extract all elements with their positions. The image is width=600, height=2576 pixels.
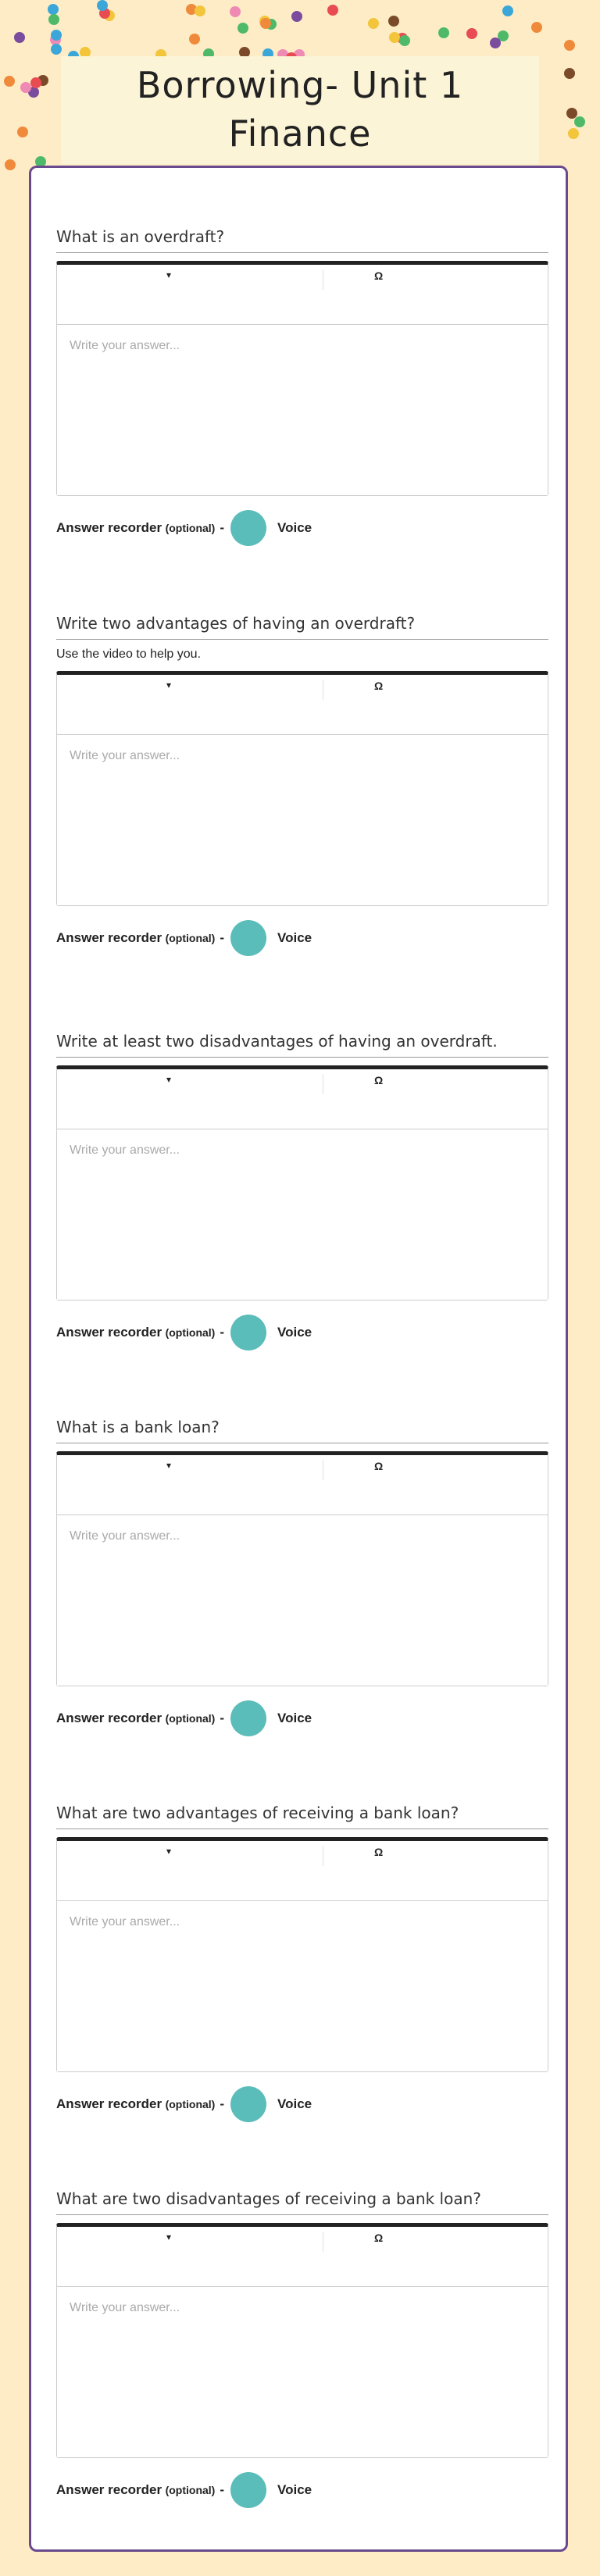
confetti-dot — [564, 68, 575, 79]
voice-record-button[interactable] — [230, 2086, 266, 2122]
editor-toolbar — [57, 2227, 548, 2287]
recorder-dash: - — [220, 2096, 225, 2111]
confetti-dot — [389, 32, 400, 43]
confetti-dot — [388, 16, 399, 27]
editor-toolbar — [57, 1069, 548, 1129]
confetti-dot — [5, 159, 16, 170]
recorder-optional-label: (optional) — [165, 932, 216, 944]
recorder-optional-label: (optional) — [165, 1326, 216, 1339]
confetti-dot — [48, 4, 59, 15]
confetti-dot — [4, 76, 15, 87]
answer-editor — [56, 1065, 548, 1300]
recorder-dash: - — [220, 1325, 225, 1340]
confetti-dot — [260, 18, 271, 29]
voice-label: Voice — [277, 1711, 312, 1725]
answer-editor — [56, 2223, 548, 2458]
format-dropdown-icon[interactable]: ▾ — [166, 2232, 172, 2242]
answer-editor — [56, 1837, 548, 2072]
voice-label: Voice — [277, 2482, 312, 2497]
recorder-optional-label: (optional) — [165, 522, 216, 534]
question-1 — [56, 226, 548, 546]
confetti-dot — [574, 116, 585, 127]
recorder-dash: - — [220, 1711, 225, 1725]
format-dropdown-icon[interactable]: ▾ — [166, 1074, 172, 1085]
confetti-dot — [291, 11, 302, 22]
voice-record-button[interactable] — [230, 510, 266, 546]
question-text: What are two advantages of receiving a bank loan? — [56, 1802, 548, 1829]
recorder-dash: - — [220, 520, 225, 535]
recorder-label: Answer recorder — [56, 1711, 162, 1725]
recorder-optional-label: (optional) — [165, 2484, 216, 2496]
question-5 — [56, 1802, 548, 2122]
answer-input[interactable] — [57, 1515, 548, 1686]
voice-label: Voice — [277, 1325, 312, 1340]
confetti-dot — [51, 30, 62, 41]
recorder-dash: - — [220, 2482, 225, 2497]
editor-toolbar — [57, 675, 548, 735]
answer-input[interactable] — [57, 2287, 548, 2457]
recorder-label: Answer recorder — [56, 930, 162, 945]
editor-toolbar — [57, 1455, 548, 1515]
question-text: Write two advantages of having an overdraft? — [56, 612, 548, 640]
editor-toolbar — [57, 1841, 548, 1901]
special-characters-icon[interactable]: Ω — [374, 1074, 384, 1086]
question-6 — [56, 2188, 548, 2508]
recorder-dash: - — [220, 930, 225, 945]
format-dropdown-icon[interactable]: ▾ — [166, 680, 172, 690]
confetti-dot — [502, 5, 513, 16]
format-dropdown-icon[interactable]: ▾ — [166, 1846, 172, 1857]
confetti-dot — [195, 5, 205, 16]
confetti-dot — [238, 23, 248, 34]
confetti-dot — [14, 32, 25, 43]
answer-editor — [56, 1451, 548, 1686]
question-text: What is a bank loan? — [56, 1416, 548, 1443]
recorder-optional-label: (optional) — [165, 2098, 216, 2110]
voice-record-button[interactable] — [230, 1315, 266, 1350]
special-characters-icon[interactable]: Ω — [374, 1460, 384, 1472]
answer-input[interactable] — [57, 325, 548, 495]
answer-recorder — [56, 2086, 548, 2122]
special-characters-icon[interactable]: Ω — [374, 2232, 384, 2244]
worksheet-card — [29, 166, 568, 2552]
recorder-optional-label: (optional) — [165, 1712, 216, 1725]
page-title: Borrowing- Unit 1 Finance — [136, 64, 464, 155]
confetti-dot — [490, 37, 501, 48]
confetti-dot — [566, 108, 577, 119]
answer-recorder — [56, 920, 548, 956]
answer-input[interactable] — [57, 1901, 548, 2071]
confetti-dot — [97, 0, 108, 11]
confetti-dot — [17, 127, 28, 137]
special-characters-icon[interactable]: Ω — [374, 680, 384, 692]
answer-recorder — [56, 1700, 548, 1736]
answer-editor — [56, 671, 548, 906]
confetti-dot — [368, 18, 379, 29]
recorder-label: Answer recorder — [56, 2096, 162, 2111]
confetti-dot — [20, 82, 31, 93]
question-2 — [56, 612, 548, 956]
confetti-dot — [30, 77, 41, 88]
recorder-label: Answer recorder — [56, 1325, 162, 1340]
question-text: Write at least two disadvantages of having an overdraft. — [56, 1030, 548, 1058]
special-characters-icon[interactable]: Ω — [374, 269, 384, 282]
voice-label: Voice — [277, 930, 312, 945]
answer-input[interactable] — [57, 1129, 548, 1300]
voice-label: Voice — [277, 520, 312, 535]
format-dropdown-icon[interactable]: ▾ — [166, 1460, 172, 1471]
question-4 — [56, 1416, 548, 1736]
confetti-dot — [48, 14, 59, 25]
voice-record-button[interactable] — [230, 2472, 266, 2508]
confetti-dot — [399, 35, 410, 46]
recorder-label: Answer recorder — [56, 520, 162, 535]
special-characters-icon[interactable]: Ω — [374, 1846, 384, 1858]
format-dropdown-icon[interactable]: ▾ — [166, 269, 172, 280]
confetti-dot — [438, 27, 449, 38]
editor-toolbar — [57, 265, 548, 325]
confetti-dot — [466, 28, 477, 39]
voice-record-button[interactable] — [230, 1700, 266, 1736]
answer-editor — [56, 261, 548, 496]
question-text: What is an overdraft? — [56, 226, 548, 253]
answer-recorder — [56, 2472, 548, 2508]
answer-recorder — [56, 1315, 548, 1350]
question-subtext: Use the video to help you. — [56, 648, 202, 661]
confetti-dot — [327, 5, 338, 16]
recorder-label: Answer recorder — [56, 2482, 162, 2497]
voice-record-button[interactable] — [230, 920, 266, 956]
confetti-dot — [564, 40, 575, 51]
question-3 — [56, 1030, 548, 1350]
answer-input[interactable] — [57, 735, 548, 905]
title-banner — [61, 56, 539, 164]
confetti-dot — [568, 128, 579, 139]
confetti-dot — [189, 34, 200, 45]
question-text: What are two disadvantages of receiving a bank loan? — [56, 2188, 548, 2215]
answer-recorder — [56, 510, 548, 546]
confetti-dot — [230, 6, 241, 17]
confetti-dot — [531, 22, 542, 33]
confetti-dot — [51, 44, 62, 55]
voice-label: Voice — [277, 2096, 312, 2111]
